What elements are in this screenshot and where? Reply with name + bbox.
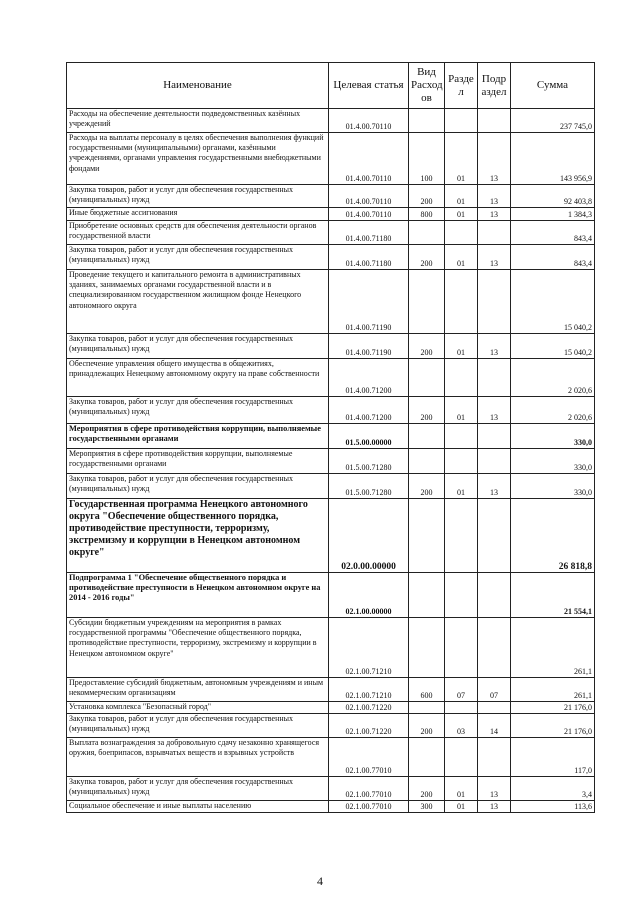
cell-type <box>409 221 445 245</box>
cell-name: Социальное обеспечение и иные выплаты населению <box>67 801 329 813</box>
cell-target: 01.5.00.00000 <box>329 424 409 449</box>
cell-name: Иные бюджетные ассигнования <box>67 208 329 221</box>
cell-sum: 1 384,3 <box>511 208 595 221</box>
cell-target: 01.4.00.71180 <box>329 221 409 245</box>
cell-name: Предоставление субсидий бюджетным, автономным учреждениям и иным некоммерческим организациям <box>67 678 329 702</box>
cell-type <box>409 738 445 777</box>
cell-subsection <box>478 618 511 678</box>
cell-subsection <box>478 573 511 618</box>
cell-target: 02.1.00.77010 <box>329 738 409 777</box>
cell-sum: 92 403,8 <box>511 185 595 208</box>
cell-subsection <box>478 359 511 397</box>
cell-sum: 261,1 <box>511 618 595 678</box>
cell-target: 01.4.00.71190 <box>329 270 409 334</box>
table-row <box>67 270 595 334</box>
cell-target: 02.1.00.71210 <box>329 618 409 678</box>
cell-section: 01 <box>445 801 478 813</box>
cell-type: 200 <box>409 777 445 801</box>
cell-section: 01 <box>445 334 478 359</box>
cell-target: 02.1.00.77010 <box>329 777 409 801</box>
cell-sum: 2 020,6 <box>511 359 595 397</box>
cell-section: 01 <box>445 133 478 185</box>
cell-section <box>445 702 478 714</box>
cell-name: Мероприятия в сфере противодействия коррупции, выполняемые государственными органами <box>67 424 329 449</box>
cell-sum: 261,1 <box>511 678 595 702</box>
cell-target: 02.1.00.71220 <box>329 714 409 738</box>
cell-target: 01.4.00.70110 <box>329 109 409 133</box>
cell-subsection: 14 <box>478 714 511 738</box>
cell-section <box>445 449 478 474</box>
cell-subsection: 13 <box>478 801 511 813</box>
cell-target: 01.4.00.70110 <box>329 185 409 208</box>
table-row <box>67 702 595 714</box>
table-row <box>67 449 595 474</box>
header-type: Вид Расход ов <box>409 63 445 109</box>
cell-type <box>409 499 445 573</box>
cell-type: 800 <box>409 208 445 221</box>
header-sum: Сумма <box>511 63 595 109</box>
header-subsection: Подр аздел <box>478 63 511 109</box>
cell-section <box>445 738 478 777</box>
cell-type <box>409 359 445 397</box>
cell-section: 01 <box>445 397 478 424</box>
cell-section <box>445 618 478 678</box>
cell-subsection: 13 <box>478 474 511 499</box>
cell-section: 03 <box>445 714 478 738</box>
cell-subsection: 13 <box>478 245 511 270</box>
cell-target: 02.1.00.00000 <box>329 573 409 618</box>
cell-subsection: 13 <box>478 397 511 424</box>
cell-name: Проведение текущего и капитального ремонта в административных зданиях, занимаемых органами государственной власти и в специализированном государственном жилищном фонде Ненецкого автономного округа <box>67 270 329 334</box>
cell-type <box>409 449 445 474</box>
cell-type <box>409 618 445 678</box>
table-row <box>67 221 595 245</box>
cell-section <box>445 424 478 449</box>
cell-subsection <box>478 702 511 714</box>
cell-section <box>445 109 478 133</box>
cell-target: 02.0.00.00000 <box>329 499 409 573</box>
cell-type: 200 <box>409 185 445 208</box>
cell-sum: 330,0 <box>511 424 595 449</box>
table-row <box>67 133 595 185</box>
cell-subsection <box>478 424 511 449</box>
cell-subsection <box>478 499 511 573</box>
table-row <box>67 801 595 813</box>
cell-name: Закупка товаров, работ и услуг для обеспечения государственных (муниципальных) нужд <box>67 777 329 801</box>
cell-name: Расходы на обеспечение деятельности подведомственных казённых учреждений <box>67 109 329 133</box>
cell-type: 200 <box>409 245 445 270</box>
table-row <box>67 738 595 777</box>
cell-name: Расходы на выплаты персоналу в целях обеспечения выполнения функций государственными (муниципальными) органами, казёнными учреждениями, органами управления государственными внебюджетными фондами <box>67 133 329 185</box>
cell-name: Выплата вознаграждения за добровольную сдачу незаконно хранящегося оружия, боеприпасов, взрывчатых веществ и взрывных устройств <box>67 738 329 777</box>
cell-sum: 843,4 <box>511 221 595 245</box>
table-row <box>67 618 595 678</box>
cell-type: 100 <box>409 133 445 185</box>
cell-name: Субсидии бюджетным учреждениям на мероприятия в рамках государственной программы "Обеспечение общественного порядка, противодействие преступности, терроризму, экстремизму и коррупции в Ненецком автономном округе" <box>67 618 329 678</box>
cell-section <box>445 573 478 618</box>
table-row <box>67 424 595 449</box>
cell-name: Закупка товаров, работ и услуг для обеспечения государственных (муниципальных) нужд <box>67 714 329 738</box>
cell-type <box>409 109 445 133</box>
cell-sum: 113,6 <box>511 801 595 813</box>
cell-sum: 2 020,6 <box>511 397 595 424</box>
cell-subsection: 13 <box>478 777 511 801</box>
cell-name: Закупка товаров, работ и услуг для обеспечения государственных (муниципальных) нужд <box>67 397 329 424</box>
table-row <box>67 334 595 359</box>
cell-name: Приобретение основных средств для обеспечения деятельности органов государственной власти <box>67 221 329 245</box>
cell-section: 01 <box>445 245 478 270</box>
cell-sum: 117,0 <box>511 738 595 777</box>
cell-name: Закупка товаров, работ и услуг для обеспечения государственных (муниципальных) нужд <box>67 185 329 208</box>
budget-table-page <box>66 62 594 813</box>
cell-target: 01.4.00.71200 <box>329 359 409 397</box>
cell-sum: 21 554,1 <box>511 573 595 618</box>
table-row <box>67 777 595 801</box>
cell-type: 200 <box>409 397 445 424</box>
cell-type <box>409 424 445 449</box>
table-row <box>67 678 595 702</box>
cell-sum: 21 176,0 <box>511 714 595 738</box>
table-row <box>67 474 595 499</box>
cell-name: Подпрограмма 1 "Обеспечение общественного порядка и противодействие преступности в Ненецком автономном округе на 2014 - 2016 годы" <box>67 573 329 618</box>
cell-target: 01.4.00.70110 <box>329 133 409 185</box>
cell-sum: 237 745,0 <box>511 109 595 133</box>
cell-type: 300 <box>409 801 445 813</box>
cell-sum: 15 040,2 <box>511 270 595 334</box>
cell-name: Закупка товаров, работ и услуг для обеспечения государственных (муниципальных) нужд <box>67 334 329 359</box>
cell-section: 01 <box>445 208 478 221</box>
cell-target: 02.1.00.71210 <box>329 678 409 702</box>
cell-sum: 26 818,8 <box>511 499 595 573</box>
header-name: Наименование <box>67 63 329 109</box>
cell-sum: 3,4 <box>511 777 595 801</box>
cell-name: Обеспечение управления общего имущества в общежитиях, принадлежащих Ненецкому автономному округу на праве собственности <box>67 359 329 397</box>
cell-subsection: 07 <box>478 678 511 702</box>
cell-name: Установка комплекса "Безопасный город" <box>67 702 329 714</box>
cell-subsection: 13 <box>478 185 511 208</box>
cell-type <box>409 573 445 618</box>
cell-name: Закупка товаров, работ и услуг для обеспечения государственных (муниципальных) нужд <box>67 474 329 499</box>
header-target: Целевая статья <box>329 63 409 109</box>
cell-subsection <box>478 449 511 474</box>
cell-type <box>409 270 445 334</box>
header-section: Разде л <box>445 63 478 109</box>
cell-section <box>445 221 478 245</box>
cell-target: 01.5.00.71280 <box>329 449 409 474</box>
cell-subsection: 13 <box>478 133 511 185</box>
cell-target: 02.1.00.77010 <box>329 801 409 813</box>
budget-table <box>66 62 595 813</box>
cell-sum: 330,0 <box>511 449 595 474</box>
cell-name: Закупка товаров, работ и услуг для обеспечения государственных (муниципальных) нужд <box>67 245 329 270</box>
cell-target: 01.4.00.71190 <box>329 334 409 359</box>
table-row <box>67 245 595 270</box>
cell-type: 200 <box>409 334 445 359</box>
table-row <box>67 499 595 573</box>
cell-target: 02.1.00.71220 <box>329 702 409 714</box>
cell-sum: 15 040,2 <box>511 334 595 359</box>
cell-section <box>445 359 478 397</box>
cell-subsection <box>478 221 511 245</box>
table-row <box>67 208 595 221</box>
cell-section <box>445 270 478 334</box>
cell-type: 200 <box>409 474 445 499</box>
cell-type <box>409 702 445 714</box>
cell-sum: 843,4 <box>511 245 595 270</box>
cell-target: 01.4.00.71200 <box>329 397 409 424</box>
cell-target: 01.4.00.71180 <box>329 245 409 270</box>
cell-target: 01.5.00.71280 <box>329 474 409 499</box>
cell-type: 200 <box>409 714 445 738</box>
cell-subsection <box>478 738 511 777</box>
cell-name: Мероприятия в сфере противодействия коррупции, выполняемые государственными органами <box>67 449 329 474</box>
cell-sum: 330,0 <box>511 474 595 499</box>
cell-section <box>445 499 478 573</box>
cell-subsection <box>478 109 511 133</box>
cell-subsection <box>478 270 511 334</box>
cell-section: 07 <box>445 678 478 702</box>
table-row <box>67 573 595 618</box>
table-row <box>67 397 595 424</box>
table-row <box>67 109 595 133</box>
table-row <box>67 714 595 738</box>
table-header-row <box>67 63 595 109</box>
cell-section: 01 <box>445 185 478 208</box>
cell-subsection: 13 <box>478 208 511 221</box>
cell-sum: 143 956,9 <box>511 133 595 185</box>
cell-target: 01.4.00.70110 <box>329 208 409 221</box>
cell-section: 01 <box>445 474 478 499</box>
cell-name: Государственная программа Ненецкого автономного округа "Обеспечение общественного порядка, противодействие преступности, терроризму, экстремизму и коррупции в Ненецком автономном округе" <box>67 499 329 573</box>
cell-type: 600 <box>409 678 445 702</box>
cell-sum: 21 176,0 <box>511 702 595 714</box>
table-row <box>67 185 595 208</box>
page-number: 4 <box>317 874 323 888</box>
cell-subsection: 13 <box>478 334 511 359</box>
table-row <box>67 359 595 397</box>
cell-section: 01 <box>445 777 478 801</box>
